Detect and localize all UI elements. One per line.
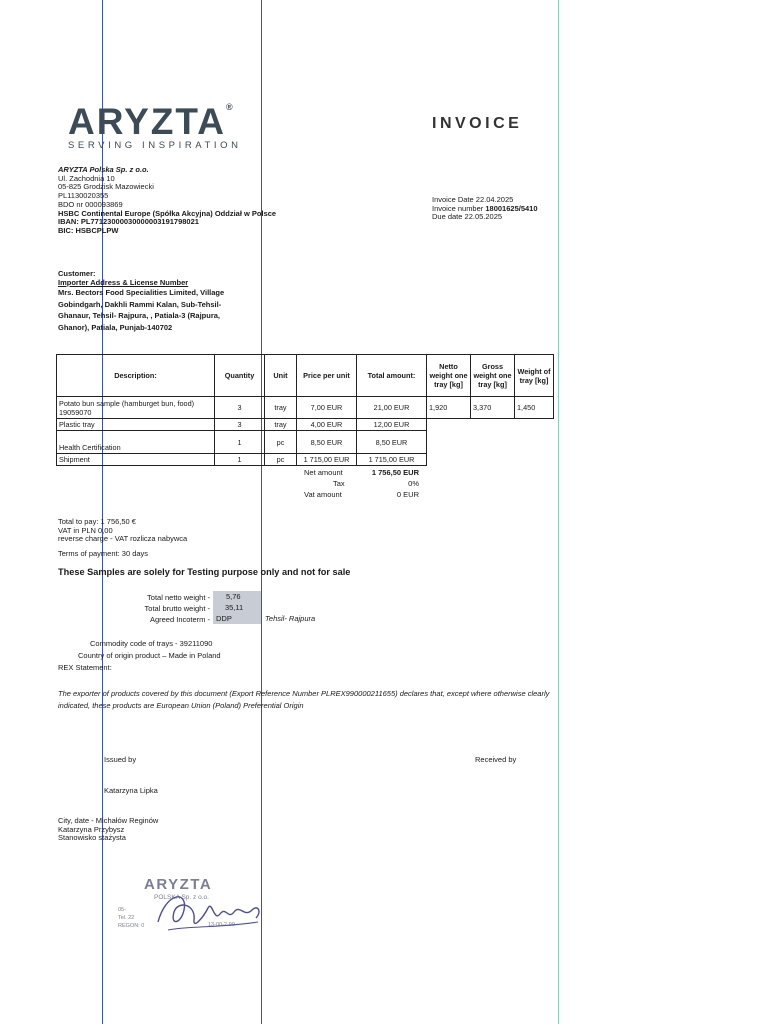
summary-values	[365, 467, 419, 500]
tax-label: Tax	[333, 479, 345, 488]
cell-price: 1 715,00 EUR	[297, 454, 357, 466]
table-row	[57, 397, 554, 419]
seller-line: BDO nr 000093869	[58, 199, 123, 209]
header-quantity: Quantity	[215, 355, 265, 397]
cell-quantity: 1	[215, 431, 265, 454]
issued-by-label: Issued by	[104, 755, 137, 764]
table-row	[57, 419, 554, 431]
rex-statement: REX Statement:	[58, 663, 112, 672]
stamp-line: 13-00-2-99	[208, 922, 235, 928]
cell-price: 4,00 EUR	[297, 419, 357, 431]
declaration-line: The exporter of products covered by this document (Export Reference Number PLREX990000211655) declares that, except where otherwise clearly	[58, 689, 550, 698]
tax-value: 0%	[408, 479, 419, 488]
country-of-origin: Country of origin product – Made in Poland	[78, 651, 221, 660]
header-price: Price per unit	[297, 355, 357, 397]
cell-price: 8,50 EUR	[297, 431, 357, 454]
cell-quantity: 3	[215, 419, 265, 431]
stamp-line: Tel. 22	[118, 915, 135, 921]
issuer-name: Katarzyna Lipka	[104, 786, 158, 795]
payment-terms: Terms of payment: 30 days	[58, 549, 149, 559]
stamp-line: REGON: 0	[118, 923, 145, 929]
cell-description: Health Certification	[57, 431, 215, 454]
cell-unit: pc	[265, 431, 297, 454]
seller-block	[58, 166, 276, 236]
brutto-weight-label: Total brutto weight -	[144, 604, 210, 613]
invoice-date: Invoice Date 22.04.2025	[432, 195, 514, 204]
scan-line	[558, 0, 559, 1024]
items-table	[56, 354, 554, 466]
payment-block	[58, 518, 187, 559]
netto-weight-label: Total netto weight -	[147, 593, 210, 602]
logo-tagline: SERVING INSPIRATION	[68, 140, 242, 151]
cell-price: 7,00 EUR	[297, 397, 357, 419]
city-date-block	[58, 817, 158, 843]
cell-description: Plastic tray	[57, 419, 215, 431]
cell-total: 21,00 EUR	[357, 397, 427, 419]
header-description: Description:	[57, 355, 215, 397]
cell-unit: tray	[265, 397, 297, 419]
cell-quantity: 3	[215, 397, 265, 419]
origin-declaration	[58, 688, 549, 711]
invoice-title: INVOICE	[432, 115, 523, 132]
seller-line: Ul. Zachodnia 10	[58, 173, 115, 183]
net-amount-label: Net amount	[304, 468, 343, 477]
summary-labels	[304, 467, 345, 500]
vat-amount-value: 0 EUR	[396, 490, 419, 499]
declaration-line: indicated, these products are European Union (Poland) Preferential Origin	[58, 700, 304, 710]
invoice-number-line: Invoice number 18001625/5410	[432, 203, 538, 213]
invoice-number: 18001625/5410	[485, 203, 538, 213]
header-total: Total amount:	[357, 355, 427, 397]
company-stamp	[118, 876, 268, 936]
total-to-pay: Total to pay: 1 756,50 €	[58, 517, 136, 526]
stamp-line: POLSKA Sp. z o.o.	[154, 894, 209, 901]
customer-line: Gobindgarh, Dakhli Rammi Kalan, Sub-Tehsil-	[58, 299, 222, 309]
netto-weight-value: 5,76	[226, 592, 241, 601]
commodity-code: Commodity code of trays - 39211090	[90, 639, 213, 648]
cell-netto: 1,920	[427, 397, 471, 419]
weight-labels	[92, 592, 210, 625]
scan-line	[261, 0, 262, 1024]
cell-description: Potato bun sample (hamburget bun, food) 19059070	[57, 397, 215, 419]
signer-position: Stanowisko stażysta	[58, 833, 126, 843]
incoterm-value: DDP	[216, 614, 232, 623]
vat-amount-label: Vat amount	[304, 490, 342, 499]
stamp-name: ARYZTA	[144, 876, 213, 893]
vat-pln: VAT in PLN 0,00	[58, 525, 113, 535]
seller-bank: HSBC Continental Europe (Spółka Akcyjna) Oddział w Polsce	[58, 208, 277, 218]
header-gross: Gross weight one tray [kg]	[471, 355, 515, 397]
seller-iban: IBAN: PL77123000030000003191798021	[58, 217, 199, 227]
table-header-row	[57, 355, 554, 397]
scan-line	[102, 0, 103, 1024]
brutto-weight-value: 35,11	[225, 603, 244, 612]
net-amount-value: 1 756,50 EUR	[371, 468, 419, 477]
cell-total: 12,00 EUR	[357, 419, 427, 431]
customer-block	[58, 270, 224, 333]
received-by-label: Received by	[475, 755, 517, 764]
cell-unit: pc	[265, 454, 297, 466]
table-row	[57, 431, 554, 454]
seller-bic: BIC: HSBCPLPW	[58, 225, 119, 235]
header-unit: Unit	[265, 355, 297, 397]
reverse-charge: reverse charge - VAT rozlicza nabywca	[58, 534, 188, 544]
incoterm-label: Agreed Incoterm -	[149, 615, 210, 624]
cell-quantity: 1	[215, 454, 265, 466]
incoterm-place: Tehsil- Rajpura	[265, 614, 316, 623]
customer-subheading: Importer Address & License Number	[58, 277, 189, 287]
cell-unit: tray	[265, 419, 297, 431]
cell-gross: 3,370	[471, 397, 515, 419]
stamp-line: 05-	[118, 907, 126, 913]
customer-line: Ghanaur, Tehsil- Rajpura, , Patiala-3 (Rajpura,	[58, 311, 220, 321]
customer-line: Mrs. Bectors Food Specialities Limited, Village	[58, 288, 225, 298]
customer-heading: Customer:	[58, 269, 96, 278]
customer-line: Ghanor), Patiala, Punjab-140702	[58, 322, 173, 332]
due-date: Due date 22.05.2025	[432, 212, 503, 222]
header-netto: Netto weight one tray [kg]	[427, 355, 471, 397]
invoice-info	[432, 196, 538, 222]
seller-name: ARYZTA Polska Sp. z o.o.	[58, 165, 149, 174]
samples-notice: These Samples are solely for Testing purpose only and not for sale	[58, 567, 351, 577]
seller-line: 05-825 Grodzisk Mazowiecki	[58, 182, 154, 192]
signature-scribble	[148, 882, 268, 937]
cell-total: 8,50 EUR	[357, 431, 427, 454]
header-tray-weight: Weight of tray [kg]	[515, 355, 554, 397]
signer-name: Katarzyna Przybysz	[58, 824, 125, 834]
cell-total: 1 715,00 EUR	[357, 454, 427, 466]
seller-line: PL1130020355	[58, 191, 109, 201]
company-logo: ARYZTA®	[68, 101, 233, 142]
weight-values	[213, 591, 261, 624]
table-row	[57, 454, 554, 466]
cell-description: Shipment	[57, 454, 215, 466]
cell-tray-weight: 1,450	[515, 397, 554, 419]
city-date: City, date - Michałów Reginów	[58, 816, 159, 825]
